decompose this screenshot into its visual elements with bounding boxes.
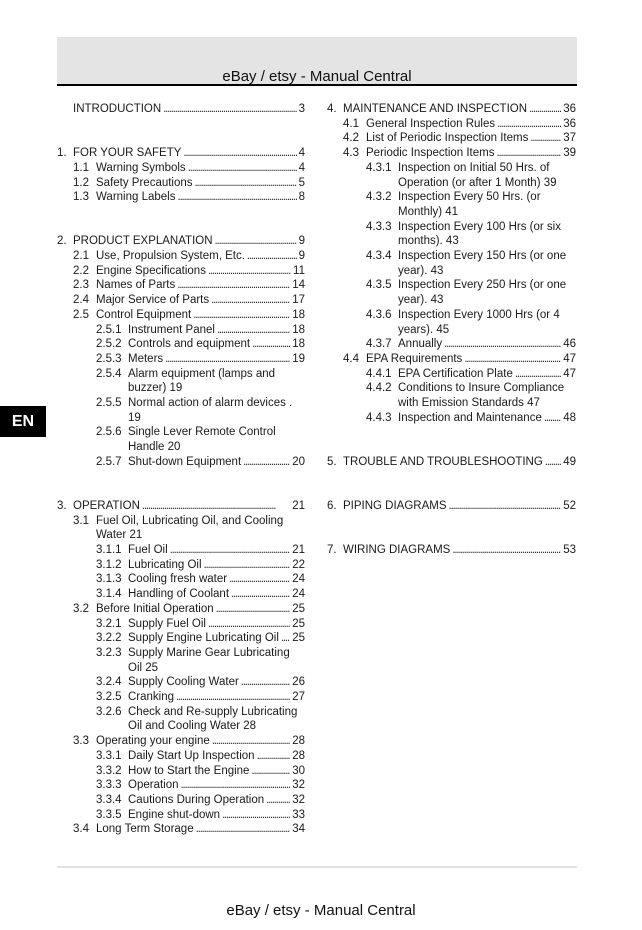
dot-leader: [204, 558, 291, 573]
toc-entry-title: FOR YOUR SAFETY: [73, 147, 182, 160]
toc-entry-title: Cranking: [128, 691, 175, 704]
toc-entry-number: 2.5.2: [96, 338, 122, 351]
toc-entry[interactable]: [327, 337, 576, 352]
toc-entry-page: 47: [563, 352, 576, 365]
toc-entry-title: Controls and equipment: [128, 338, 251, 351]
toc-entry-page: 22: [292, 558, 305, 571]
dot-leader: [229, 572, 290, 587]
toc-entry-title: Conditions to Insure Compliance with Emission Standards 47: [398, 382, 565, 410]
toc-entry[interactable]: [57, 293, 305, 308]
dot-leader: [181, 778, 291, 793]
toc-entry[interactable]: [57, 587, 305, 602]
toc-entry-title: Inspection Every 150 Hrs (or one year). 43: [398, 250, 567, 277]
dot-leader: [170, 543, 291, 558]
dot-leader: [515, 367, 561, 382]
toc-entry[interactable]: [57, 734, 305, 749]
toc-entry-page: 48: [563, 411, 576, 424]
toc-entry-number: 2.5.6: [96, 426, 122, 439]
toc-entry[interactable]: [327, 381, 576, 410]
toc-entry-number: 3.2.3: [96, 646, 122, 659]
toc-entry-number: 4.3.4: [366, 250, 392, 263]
toc-entry[interactable]: [57, 323, 305, 338]
toc-entry-number: 4.3.1: [366, 161, 392, 174]
toc-entry-title: Safety Precautions: [96, 176, 193, 189]
toc-entry[interactable]: [57, 190, 305, 205]
toc-entry-title: Before Initial Operation: [96, 602, 214, 615]
toc-entry[interactable]: [57, 749, 305, 764]
toc-entry-page: 28: [292, 735, 305, 748]
toc-entry-number: 4.2: [343, 132, 359, 145]
toc-entry-page: 53: [563, 544, 576, 557]
dot-leader: [247, 249, 297, 264]
toc-entry[interactable]: [327, 352, 576, 367]
toc-entry-title: Supply Cooling Water: [128, 676, 239, 689]
toc-entry[interactable]: [57, 308, 305, 323]
toc-entry-title: Inspection Every 1000 Hrs (or 4 years). 45: [398, 308, 560, 336]
toc-entry[interactable]: [57, 102, 305, 117]
toc-entry-title: Daily Start Up Inspection: [128, 749, 255, 762]
dot-leader: [142, 499, 290, 514]
toc-entry-page: 32: [292, 779, 305, 792]
dot-leader: [545, 455, 561, 470]
dot-leader: [529, 102, 561, 117]
toc-entry-title: Operation: [128, 779, 179, 792]
toc-entry[interactable]: [57, 602, 305, 617]
toc-entry-title: Engine Specifications: [96, 264, 206, 277]
dot-leader: [177, 278, 290, 293]
toc-entry-page: 25: [292, 617, 305, 630]
toc-entry-page: 37: [563, 132, 576, 145]
toc-entry-title: Control Equipment: [96, 308, 192, 321]
toc-entry-number: 2.2: [73, 264, 89, 277]
toc-entry-number: 3.3.5: [96, 808, 122, 821]
toc-section-gap: [327, 514, 576, 543]
toc-entry-number: 1.3: [73, 191, 89, 204]
toc-entry-page: 18: [292, 338, 305, 351]
toc-entry-title: EPA Certification Plate: [398, 367, 513, 380]
toc-entry-title: Fuel Oil, Lubricating Oil, and Cooling Water 21: [96, 514, 284, 542]
toc-entry-number: 2.: [57, 235, 67, 248]
toc-entry-title: MAINTENANCE AND INSPECTION: [343, 103, 528, 115]
toc-entry[interactable]: [57, 793, 305, 808]
page-header: [57, 37, 577, 86]
toc-entry-number: 5.: [327, 455, 337, 468]
toc-entry-title: Instrument Panel: [128, 323, 215, 336]
toc-entry-number: 3.: [57, 499, 67, 512]
toc-entry-title: Periodic Inspection Items: [366, 147, 495, 160]
toc-entry-number: 3.3.3: [96, 779, 122, 792]
toc-entry-page: 9: [298, 250, 305, 262]
toc-entry[interactable]: [57, 705, 305, 734]
toc-entry-title: How to Start the Engine: [128, 764, 250, 777]
toc-entry-page: 21: [292, 499, 305, 512]
toc-entry[interactable]: [57, 352, 305, 367]
toc-entry-page: 26: [292, 676, 305, 689]
toc-entry[interactable]: [57, 822, 305, 837]
toc-entry[interactable]: [57, 425, 305, 454]
toc-entry-page: 25: [292, 602, 305, 615]
toc-entry-number: 3.2.4: [96, 676, 122, 689]
toc-entry-title: Cautions During Operation: [128, 794, 265, 806]
toc-entry-page: 39: [563, 147, 576, 160]
toc-entry-page: 21: [292, 544, 305, 557]
toc-entry-title: Single Lever Remote Control Handle 20: [128, 426, 276, 454]
toc-entry[interactable]: [57, 278, 305, 293]
toc-entry-page: 27: [292, 691, 305, 704]
toc-entry-page: 33: [292, 808, 305, 821]
toc-entry-number: 3.1: [73, 514, 89, 527]
toc-entry-title: PIPING DIAGRAMS: [343, 499, 447, 512]
toc-entry-title: Warning Symbols: [96, 161, 186, 174]
toc-entry-number: 3.1.2: [96, 558, 122, 571]
toc-entry-title: Fuel Oil: [128, 544, 168, 557]
toc-entry-number: 4.4: [343, 352, 359, 365]
language-tab: [0, 406, 46, 437]
toc-entry-number: 3.3: [73, 735, 89, 748]
toc-entry-page: 47: [563, 367, 576, 380]
toc-entry-page: 17: [292, 294, 305, 307]
toc-entry-title: Normal action of alarm devices . 19: [128, 397, 293, 424]
toc-entry-number: 3.3.1: [96, 749, 122, 762]
toc-entry-number: 3.3.2: [96, 764, 122, 777]
toc-entry-number: 2.5.3: [96, 352, 122, 365]
toc-entry-title: Long Term Storage: [96, 823, 194, 836]
toc-entry-number: 2.4: [73, 294, 89, 307]
toc-entry-number: 3.1.3: [96, 573, 122, 586]
toc-entry-number: 3.4: [73, 823, 89, 836]
toc-entry[interactable]: [57, 499, 305, 514]
toc-entry-title: OPERATION: [73, 499, 140, 512]
dot-leader: [281, 631, 290, 646]
toc-entry[interactable]: [327, 543, 576, 558]
toc-entry[interactable]: [327, 161, 576, 190]
dot-leader: [251, 764, 290, 779]
toc-entry-page: 5: [298, 176, 305, 189]
toc-entry-page: 36: [563, 117, 576, 130]
toc-entry-number: 4.3.2: [366, 191, 392, 204]
toc-entry-page: 32: [292, 794, 305, 806]
toc-entry-title: Supply Engine Lubricating Oil: [128, 632, 279, 645]
dot-leader: [257, 749, 291, 764]
dot-leader: [243, 455, 290, 470]
dot-leader: [196, 822, 291, 837]
dot-leader: [208, 617, 290, 632]
toc-entry-number: 4.4.2: [366, 382, 392, 395]
dot-leader: [266, 793, 290, 808]
toc-entry-page: 52: [563, 499, 576, 512]
toc-entry-number: 4.3.5: [366, 279, 392, 292]
toc-entry[interactable]: [57, 690, 305, 705]
toc-entry[interactable]: [57, 337, 305, 352]
toc-entry[interactable]: [57, 764, 305, 779]
dot-leader: [177, 190, 296, 205]
toc-entry-page: 19: [292, 352, 305, 365]
toc-entry-title: Major Service of Parts: [96, 294, 210, 307]
toc-entry-title: Inspection and Maintenance: [398, 411, 542, 424]
toc-entry-page: 46: [563, 338, 576, 351]
toc-entry-number: 2.5.5: [96, 397, 122, 410]
toc-entry-title: EPA Requirements: [366, 352, 463, 365]
toc-entry-number: 4.4.3: [366, 411, 392, 424]
toc-entry-number: 1.1: [73, 161, 89, 174]
toc-entry[interactable]: [57, 808, 305, 823]
toc-entry-title: Cooling fresh water: [128, 573, 228, 586]
toc-entry-number: 4.1: [343, 117, 359, 130]
toc-entry[interactable]: [327, 102, 576, 117]
dot-leader: [464, 352, 561, 367]
toc-entry-number: 3.2.6: [96, 705, 122, 718]
toc-entry[interactable]: [327, 411, 576, 426]
dot-leader: [165, 352, 290, 367]
toc-entry-title: INTRODUCTION: [73, 103, 162, 115]
toc-entry[interactable]: [57, 514, 305, 543]
dot-leader: [208, 264, 291, 279]
toc-entry-title: Use, Propulsion System, Etc.: [96, 250, 245, 262]
toc-entry-page: 25: [292, 632, 305, 645]
toc-section-gap: [57, 205, 305, 234]
dot-leader: [188, 161, 297, 176]
toc-section-gap: [57, 470, 305, 499]
toc-entry-page: 30: [292, 764, 305, 777]
toc-entry-title: Meters: [128, 352, 164, 365]
toc-entry-title: List of Periodic Inspection Items: [366, 132, 529, 145]
toc-entry-title: General Inspection Rules: [366, 117, 496, 130]
dot-leader: [193, 308, 290, 323]
toc-entry[interactable]: [57, 249, 305, 264]
toc-entry-page: 36: [563, 103, 576, 115]
toc-entry[interactable]: [57, 572, 305, 587]
dot-leader: [231, 587, 290, 602]
toc-right-column: [327, 102, 576, 558]
toc-entry-number: 2.5: [73, 308, 89, 321]
toc-entry-number: 1.: [57, 147, 67, 160]
toc-entry-page: 9: [298, 235, 305, 248]
toc-entry[interactable]: [57, 367, 305, 396]
toc-entry-page: 11: [293, 264, 305, 277]
toc-entry-title: Operating your engine: [96, 735, 210, 748]
dot-leader: [449, 499, 562, 514]
toc-entry-title: Check and Re-supply Lubricating Oil and Cooling Water 28: [128, 705, 298, 733]
toc-entry-title: PRODUCT EXPLANATION: [73, 235, 213, 248]
dot-leader: [211, 293, 290, 308]
toc-entry-number: 3.3.4: [96, 794, 122, 806]
toc-entry-title: Inspection on Initial 50 Hrs. of Operation (or after 1 Month) 39: [398, 161, 557, 189]
toc-entry-number: 3.2.2: [96, 632, 122, 645]
toc-entry-number: 4.3.7: [366, 338, 392, 351]
footer-divider: [57, 866, 577, 868]
toc-entry-title: Lubricating Oil: [128, 558, 202, 571]
toc-entry-title: Engine shut-down: [128, 808, 221, 821]
toc-entry-number: 3.1.1: [96, 544, 122, 557]
toc-entry[interactable]: [327, 455, 576, 470]
toc-entry-number: 3.2.1: [96, 617, 122, 630]
toc-entry-number: 3.2: [73, 602, 89, 615]
toc-entry[interactable]: [57, 558, 305, 573]
toc-entry-title: WIRING DIAGRAMS: [343, 544, 451, 557]
toc-entry-number: 3.2.5: [96, 691, 122, 704]
toc-entry-title: Inspection Every 250 Hrs (or one year). 43: [398, 279, 567, 307]
toc-entry[interactable]: [57, 543, 305, 558]
toc-entry-title: TROUBLE AND TROUBLESHOOTING: [343, 455, 543, 468]
dot-leader: [212, 734, 290, 749]
toc-entry-number: 2.5.7: [96, 455, 122, 468]
toc-entry-page: 4: [298, 161, 305, 174]
toc-entry-number: 4.4.1: [366, 367, 392, 380]
toc-entry-title: Handling of Coolant: [128, 588, 230, 601]
toc-entry-title: Annually: [398, 338, 443, 351]
toc-entry[interactable]: [327, 220, 576, 249]
toc-entry[interactable]: [327, 146, 576, 161]
toc-entry-page: 4: [298, 147, 305, 160]
toc-entry[interactable]: [327, 308, 576, 337]
toc-entry-number: 6.: [327, 499, 337, 512]
toc-left-column: [57, 102, 305, 837]
toc-entry-page: 49: [563, 455, 576, 468]
toc-entry-number: 2.3: [73, 279, 89, 292]
dot-leader: [183, 146, 296, 161]
dot-leader: [497, 117, 561, 132]
footer-title: eBay / etsy - Manual Central: [226, 902, 416, 919]
header-title: eBay / etsy - Manual Central: [222, 68, 412, 85]
dot-leader: [217, 323, 290, 338]
dot-leader: [176, 690, 290, 705]
toc-entry-number: 4.: [327, 103, 337, 115]
toc-entry[interactable]: [57, 146, 305, 161]
toc-entry-title: Names of Parts: [96, 279, 176, 292]
dot-leader: [544, 411, 561, 426]
toc-entry[interactable]: [57, 778, 305, 793]
toc-entry-number: 3.1.4: [96, 588, 122, 601]
toc-entry-title: Supply Fuel Oil: [128, 617, 206, 630]
toc-entry-page: 3: [298, 103, 305, 115]
toc-entry-number: 4.3: [343, 147, 359, 160]
toc-entry-number: 2.5.4: [96, 367, 122, 380]
toc-entry-page: 8: [298, 191, 305, 204]
toc-section-gap: [327, 470, 576, 499]
toc-entry-page: 20: [292, 455, 305, 468]
toc-entry[interactable]: [327, 131, 576, 146]
toc-entry-number: 1.2: [73, 176, 89, 189]
toc-entry[interactable]: [57, 455, 305, 470]
toc-entry-page: 28: [292, 749, 305, 762]
toc-entry[interactable]: [57, 631, 305, 646]
toc-entry-page: 24: [292, 573, 305, 586]
toc-entry[interactable]: [327, 190, 576, 219]
toc-entry[interactable]: [57, 675, 305, 690]
toc-entry-page: 34: [292, 823, 305, 836]
toc-entry-number: [57, 102, 73, 117]
dot-leader: [252, 337, 290, 352]
toc-entry-title: Warning Labels: [96, 191, 176, 204]
toc-entry[interactable]: [327, 278, 576, 307]
toc-entry[interactable]: [57, 161, 305, 176]
dot-leader: [241, 675, 290, 690]
dot-leader: [452, 543, 561, 558]
dot-leader: [444, 337, 561, 352]
language-tab-label: EN: [11, 412, 35, 430]
toc-entry-title: Inspection Every 100 Hrs (or six months). 43: [398, 220, 561, 248]
toc-section-gap: [327, 425, 576, 454]
dot-leader: [222, 808, 290, 823]
toc-entry-page: 18: [292, 308, 305, 321]
dot-leader: [216, 602, 291, 617]
toc-entry[interactable]: [57, 234, 305, 249]
dot-leader: [215, 234, 297, 249]
dot-leader: [163, 102, 296, 117]
toc-entry-number: 2.1: [73, 250, 89, 262]
toc-entry[interactable]: [57, 176, 305, 191]
toc-entry[interactable]: [327, 249, 576, 278]
toc-entry-title: Shut-down Equipment: [128, 455, 242, 468]
toc-entry-number: 7.: [327, 544, 337, 557]
toc-entry[interactable]: [57, 646, 305, 675]
toc-entry-number: 4.3.3: [366, 220, 392, 233]
toc-entry-number: 4.3.6: [366, 308, 392, 321]
toc-entry[interactable]: [57, 396, 305, 425]
toc-entry-title: Alarm equipment (lamps and buzzer) 19: [128, 367, 276, 395]
dot-leader: [530, 131, 561, 146]
dot-leader: [496, 146, 561, 161]
toc-entry[interactable]: [327, 499, 576, 514]
toc-entry[interactable]: [57, 264, 305, 279]
toc-section-gap: [57, 117, 305, 146]
toc-entry-page: 14: [292, 279, 305, 292]
toc-entry-page: 18: [292, 323, 305, 336]
dot-leader: [195, 176, 297, 191]
toc-entry[interactable]: [327, 367, 576, 382]
toc-entry[interactable]: [57, 617, 305, 632]
toc-entry-title: Supply Marine Gear Lubricating Oil 25: [128, 646, 290, 674]
toc-entry[interactable]: [327, 117, 576, 132]
toc-entry-title: Inspection Every 50 Hrs. (or Monthly) 41: [398, 191, 541, 218]
toc-entry-page: 24: [292, 588, 305, 601]
toc-entry-number: 2.5.1: [96, 323, 122, 336]
